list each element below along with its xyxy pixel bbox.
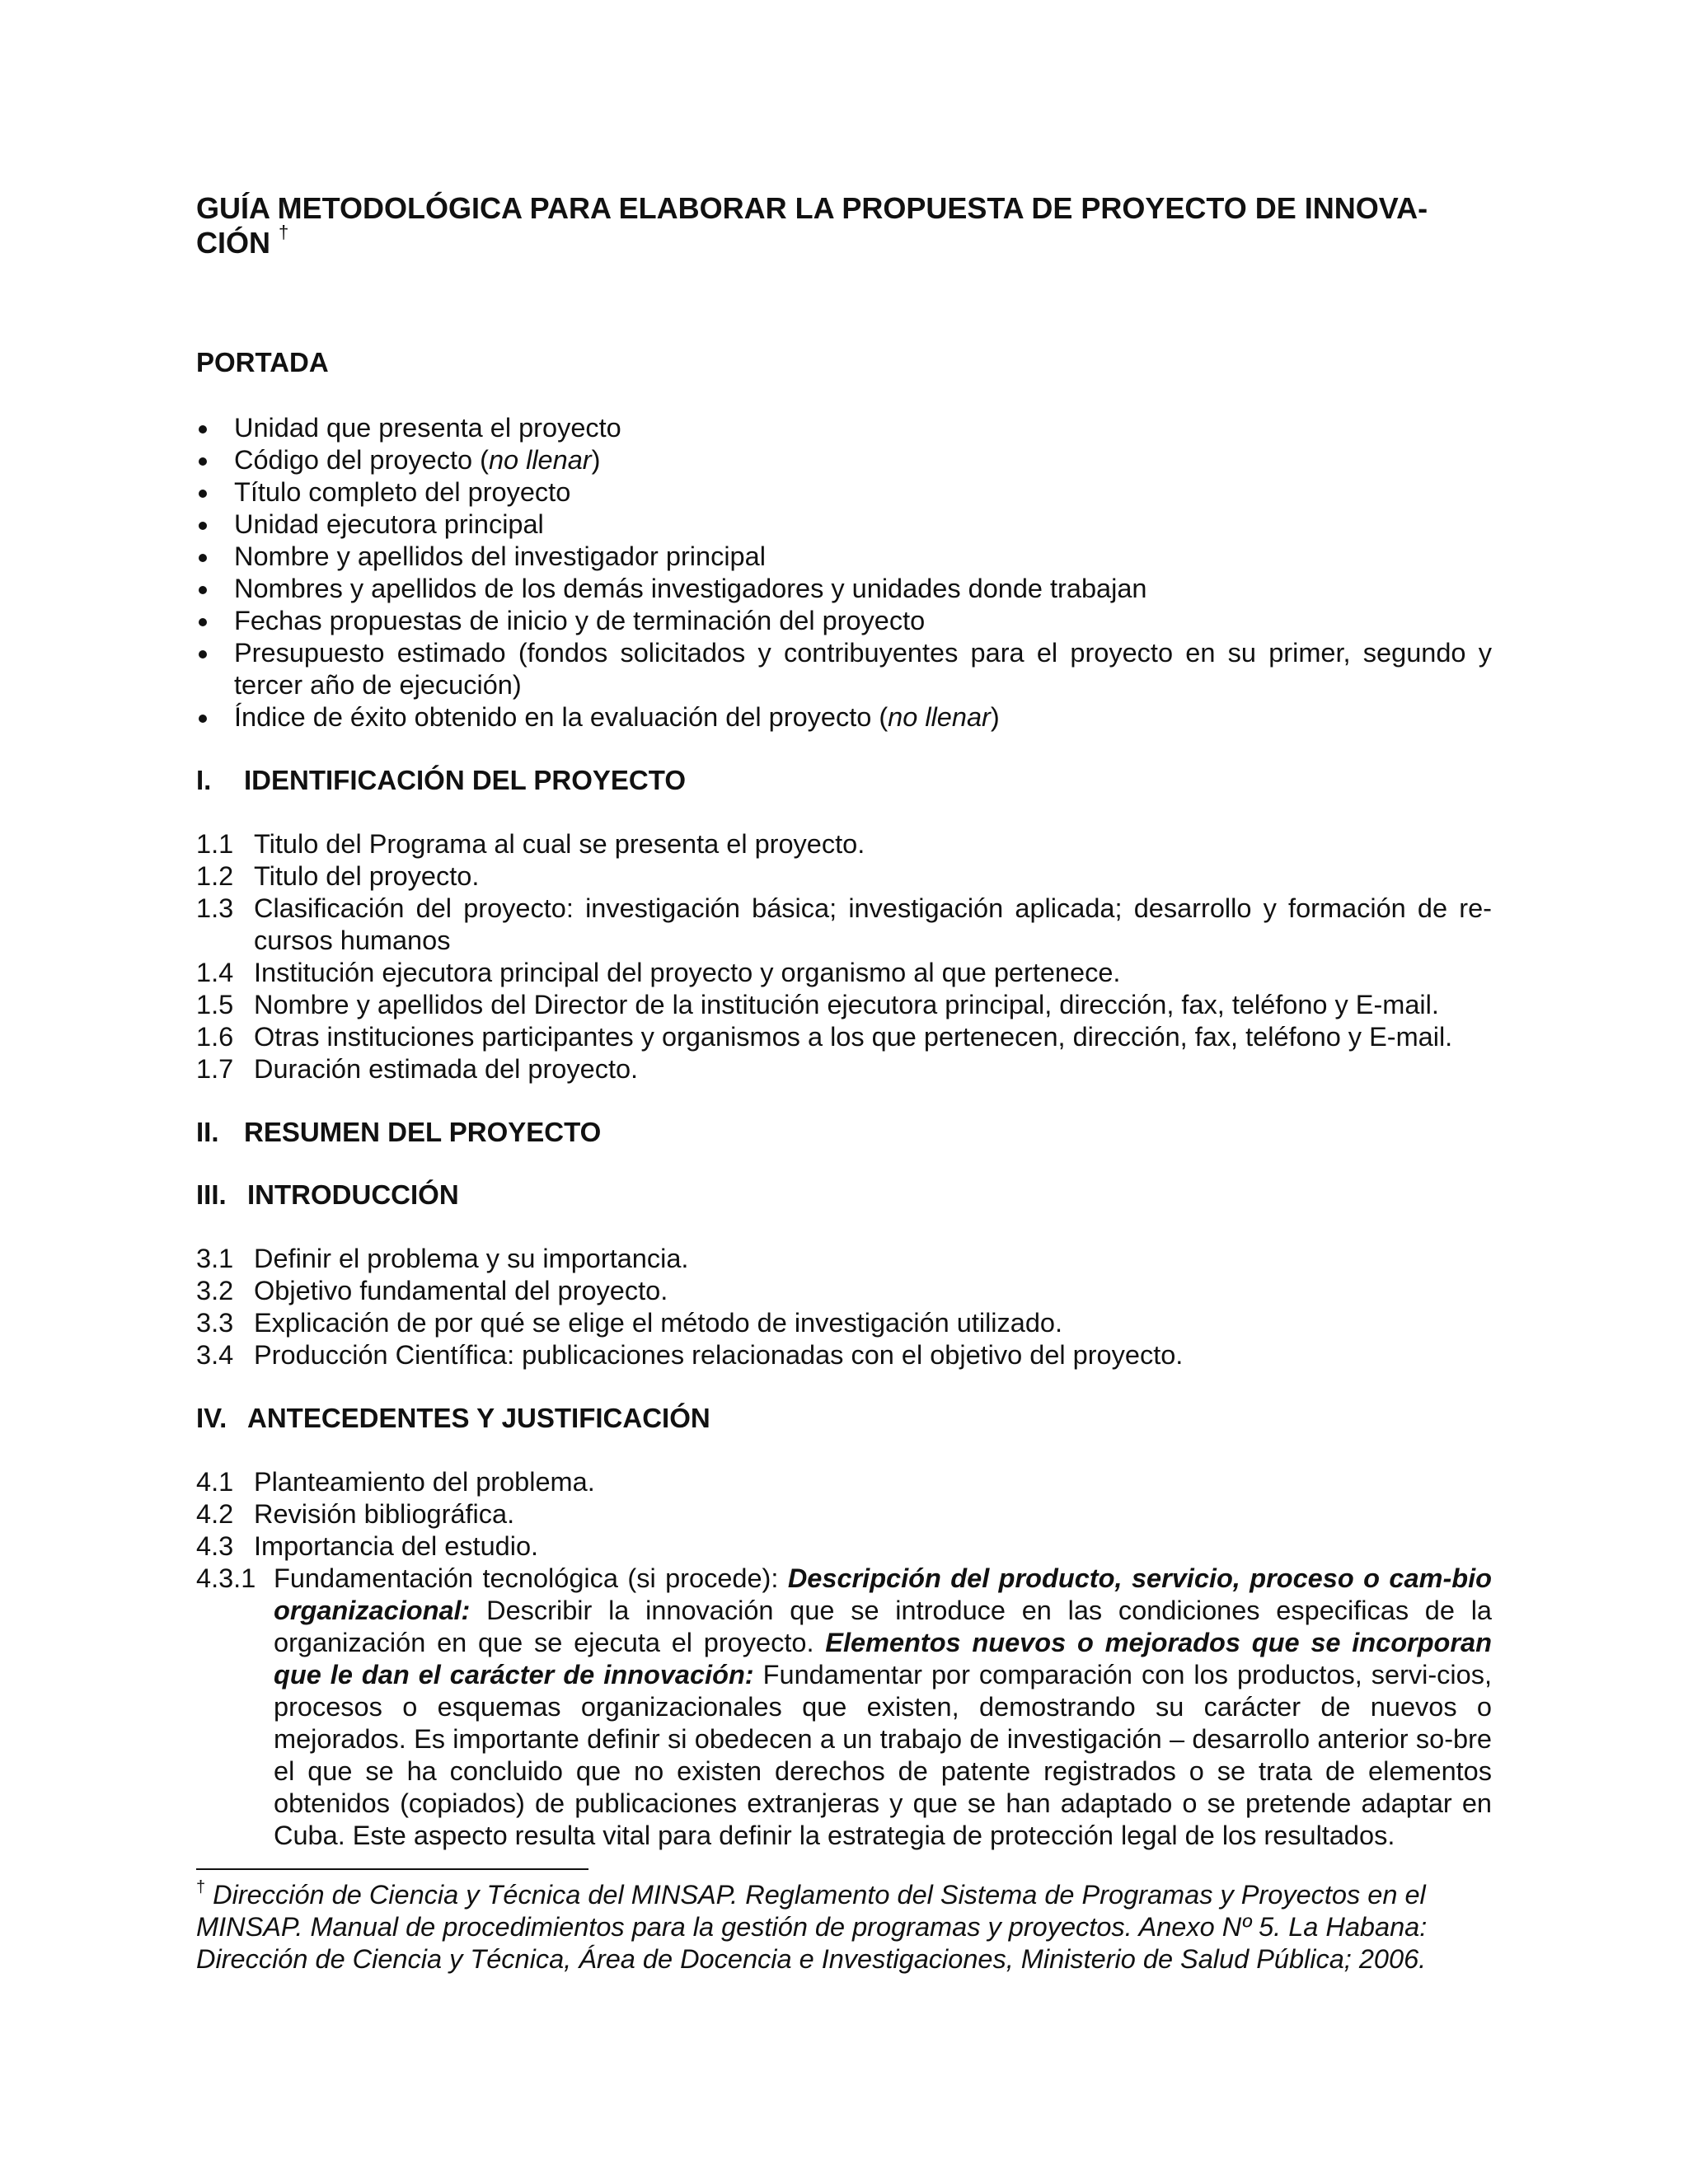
portada-item: Unidad que presenta el proyecto [196, 412, 1492, 444]
heading-section-2: II. RESUMEN DEL PROYECTO [196, 1117, 602, 1147]
portada-item: Título completo del proyecto [196, 476, 1492, 509]
footnote [196, 1879, 1492, 1975]
portada-item: Presupuesto estimado (fondos solicitados y contribuyentes para el proyecto en su primer, segundo y tercer año de ejecución) [196, 637, 1492, 701]
heading-portada: PORTADA [196, 347, 329, 377]
heading-section-4: IV. ANTECEDENTES Y JUSTIFICACIÓN [196, 1403, 710, 1433]
portada-item: Nombre y apellidos del investigador principal [196, 541, 1492, 573]
document-title [196, 191, 1474, 260]
section-3-item: 3.2 Objetivo fundamental del proyecto. [196, 1276, 668, 1305]
bullet-icon [199, 490, 207, 498]
section-1-item: 1.5 Nombre y apellidos del Director de la institución ejecutora principal, dirección, fax, teléfono y E-mail. [196, 990, 1439, 1019]
bullet-icon [199, 715, 207, 723]
footnote-mark: † [196, 1878, 206, 1896]
section-4-list [196, 1466, 1492, 1563]
section-1-list [196, 828, 1492, 1085]
bullet-icon [199, 554, 207, 562]
portada-item: Índice de éxito obtenido en la evaluación del proyecto (no llenar) [196, 701, 1492, 733]
heading-section-3: III. INTRODUCCIÓN [196, 1179, 459, 1210]
heading-section-1: I. IDENTIFICACIÓN DEL PROYECTO [196, 765, 686, 795]
portada-item: Código del proyecto (no llenar) [196, 444, 1492, 476]
section-1-item: 1.2 Titulo del proyecto. [196, 861, 480, 891]
portada-list [196, 412, 1492, 733]
subsection-body: Fundamentación tecnológica (si procede): Descripción del producto, servicio, proceso o cam-bio organizacional: Describir la innovación que se introduce en las condiciones especificas de la organización en que se ejecuta el proyecto. Elementos nuevos o mejorados que se incorporan que le dan el carácter de innovación: Fundamentar por comparación con los productos, servi-cios, procesos o esquemas organizacionales que existen, demostrando su carácter de nuevos o mejorados. Es importante definir si obedecen a un trabajo de investigación – desarrollo anterior so-bre el que se ha concluido que no existen derechos de patente registrados o se trata de elementos obtenidos (copiados) de publicaciones extranjeras y que se han adaptado o se pretende adaptar en Cuba. Este aspecto resulta vital para definir la estrategia de protección legal de los resultados. [274, 1563, 1493, 1850]
section-3-list [196, 1243, 1492, 1371]
footnote-text: Dirección de Ciencia y Técnica del MINSAP. Reglamento del Sistema de Programas y Proyectos en el MINSAP. Manual de procedimientos para la gestión de programas y proyectos. Anexo Nº 5. La Habana: Dirección de Ciencia y Técnica, Área de Docencia e Investigaciones, Ministerio de Salud Pública; 2006. [196, 1880, 1428, 1974]
section-4-item: 4.3 Importancia del estudio. [196, 1531, 539, 1561]
subsection-number: 4.3.1 [196, 1563, 256, 1593]
bullet-icon [199, 457, 207, 466]
section-4-item: 4.1 Planteamiento del problema. [196, 1467, 595, 1497]
section-1-item: 1.4 Institución ejecutora principal del proyecto y organismo al que pertenece. [196, 958, 1121, 987]
section-3-item: 3.1 Definir el problema y su importancia. [196, 1244, 689, 1273]
section-1-item: 1.6 Otras instituciones participantes y organismos a los que pertenecen, dirección, fax, teléfono y E-mail. [196, 1022, 1453, 1052]
bullet-icon [199, 650, 207, 658]
section-1-item: 1.7 Duración estimada del proyecto. [196, 1054, 639, 1084]
bullet-icon [199, 586, 207, 594]
bullet-icon [199, 425, 207, 434]
portada-item: Nombres y apellidos de los demás investigadores y unidades donde trabajan [196, 573, 1492, 605]
section-1-item: 1.3 Clasificación del proyecto: investigación básica; investigación aplicada; desarrollo y formación de re-cursos humanos [196, 893, 1492, 955]
section-4-3-1-paragraph [196, 1563, 1492, 1852]
portada-item: Fechas propuestas de inicio y de terminación del proyecto [196, 605, 1492, 637]
bullet-icon [199, 618, 207, 626]
title-text: GUÍA METODOLÓGICA PARA ELABORAR LA PROPUESTA DE PROYECTO DE INNOVA-CIÓN [196, 191, 1428, 260]
section-3-item: 3.3 Explicación de por qué se elige el método de investigación utilizado. [196, 1308, 1063, 1338]
footnote-separator [196, 1868, 588, 1870]
portada-item: Unidad ejecutora principal [196, 509, 1492, 541]
title-footnote-mark: † [279, 222, 289, 242]
section-3-item: 3.4 Producción Científica: publicaciones relacionadas con el objetivo del proyecto. [196, 1340, 1184, 1370]
bullet-icon [199, 522, 207, 530]
document-body [196, 191, 1492, 1852]
section-1-item: 1.1 Titulo del Programa al cual se presenta el proyecto. [196, 829, 865, 859]
section-4-item: 4.2 Revisión bibliográfica. [196, 1499, 515, 1529]
